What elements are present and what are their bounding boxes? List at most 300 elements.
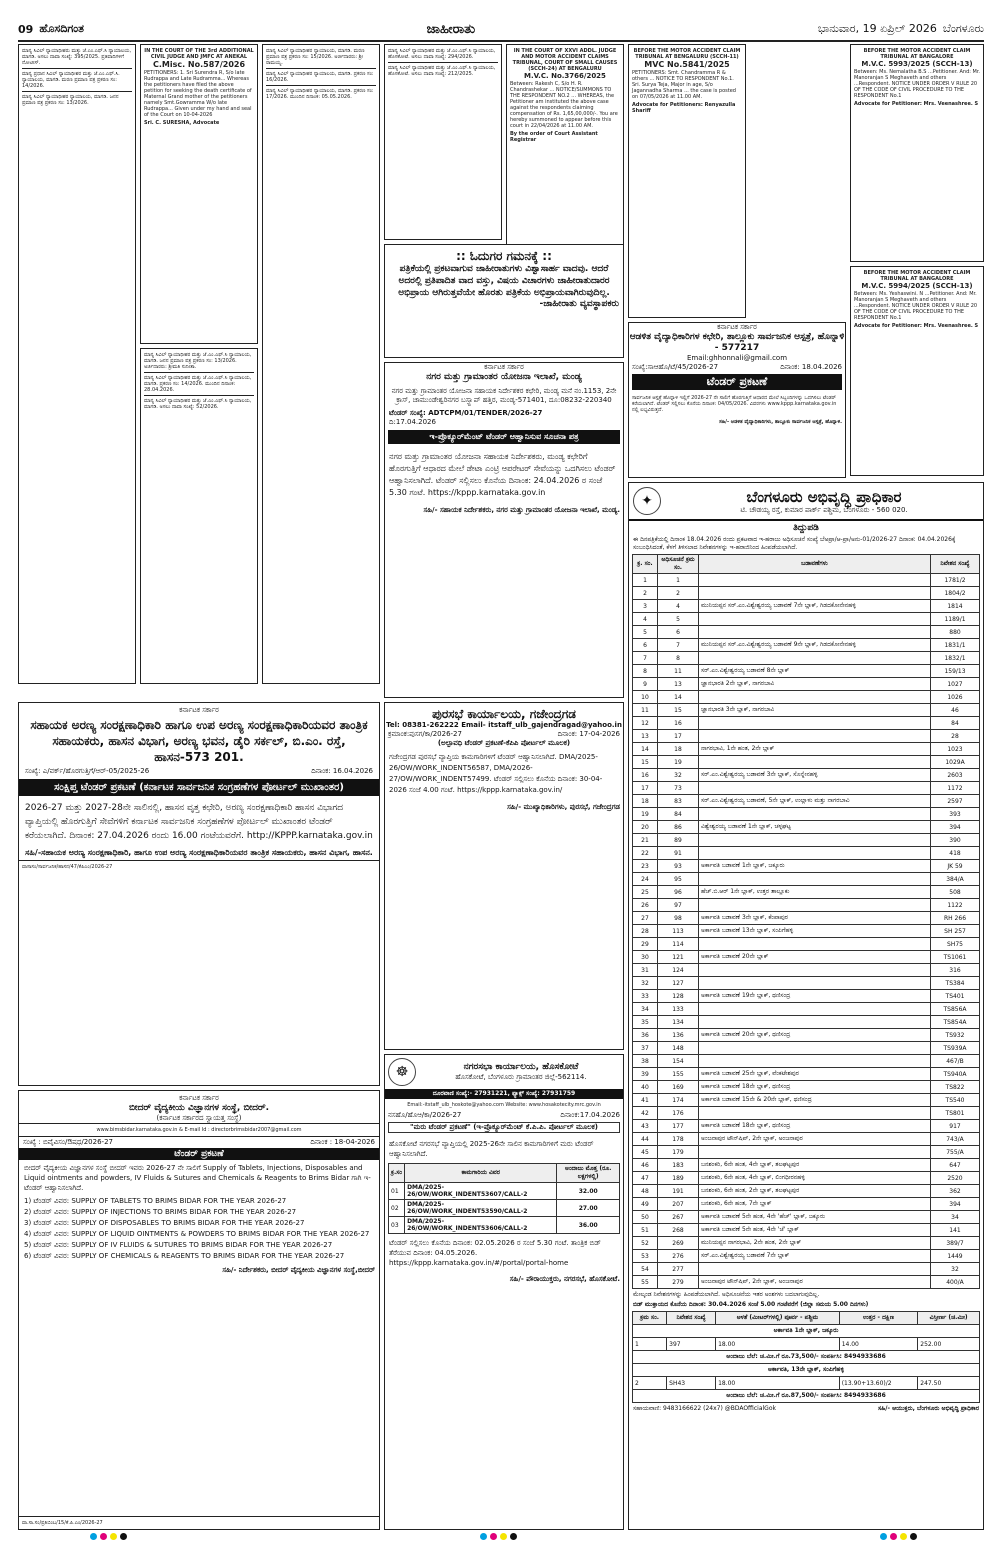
table-cell: 52 (633, 1237, 658, 1250)
table-cell: (13.90+13.60)/2 (839, 1377, 918, 1390)
table-cell: 2597 (931, 795, 980, 808)
table-row (633, 1351, 980, 1364)
masthead (18, 18, 984, 42)
table-cell: 03 (389, 1217, 405, 1234)
court-sign: Advocate for Petitioner: Mrs. Veenashree. S (854, 101, 979, 107)
table-cell: TS939A (931, 1042, 980, 1055)
tender-item: 3) ಟೆಂಡರ್ ವಿವರ: SUPPLY OF DISPOSABLES TO BRIMS BIDAR FOR THE YEAR 2026-27 (24, 1219, 305, 1227)
table-cell: 121 (658, 951, 699, 964)
court-notices-col1 (18, 44, 136, 684)
hoskote-works-table-wrap (385, 1163, 623, 1234)
table-cell (699, 808, 931, 821)
table-row (633, 1107, 980, 1120)
table-cell: ಅರ್ಕಾವತಿ ಬಡಾವಣೆ 5ನೇ ಹಂತ, 4ನೇ 'ಜೆ' ಬ್ಲಾಕ್ (699, 1224, 931, 1237)
table-row (633, 639, 980, 652)
table-cell: TS854A (931, 1016, 980, 1029)
tender-banner: ಟೆಂಡರ್ ಪ್ರಕಟಣೆ (632, 374, 842, 390)
table-cell: 95 (658, 873, 699, 886)
table-cell: TS856A (931, 1003, 980, 1016)
table-cell (699, 964, 931, 977)
table-cell: DMA/2025-26/OW/WORK_INDENT53606/CALL-2 (405, 1217, 557, 1234)
table-cell: 1029A (931, 756, 980, 769)
table-cell: 1027 (931, 678, 980, 691)
bda-logo-icon: ✦ (633, 487, 661, 515)
table-cell: 647 (931, 1159, 980, 1172)
table-cell: TS384 (931, 977, 980, 990)
tender-footer: ವಾಸಾಸಂ/ಸಾರ್ವಜನಿಕ/ಹಾಸನ/47/ಕೆಪಿಎಂ/2026-27 (19, 860, 379, 873)
table-cell: 279 (658, 1276, 699, 1289)
notice-text: ಮಾನ್ಯ ಸಿವಿಲ್ ನ್ಯಾಯಾಧೀಶರ ಮತ್ತು ಜೆ.ಎಂ.ಎಫ್.ಸಿ ನ್ಯಾಯಾಲಯ, ಮಾಗಡಿ. ಪ್ರಕರಣ ಸಂ: 14/2026. ಮುಂದಿನ ದಿನಾಂಕ: 28.04.2026. (144, 375, 252, 393)
table-row (633, 1094, 980, 1107)
table-cell: 169 (658, 1081, 699, 1094)
table-cell: 2 (633, 587, 658, 600)
table-cell: 51 (633, 1224, 658, 1237)
disclaimer-sign: -ಜಾಹೀರಾತು ವ್ಯವಸ್ಥಾಪಕರು (539, 299, 619, 309)
table-cell: 1172 (931, 782, 980, 795)
table-header: ಕಾಮಗಾರಿಯ ವಿವರ (405, 1164, 557, 1183)
table-cell: 467/B (931, 1055, 980, 1068)
tender-email: Email:ghhonnali@gmail.com (686, 354, 788, 362)
table-cell: 113 (658, 925, 699, 938)
court-head: BEFORE THE MOTOR ACCIDENT CLAIM TRIBUNAL AT BANGALORE (863, 270, 971, 282)
table-cell: 5 (658, 613, 699, 626)
table-cell: 176 (658, 1107, 699, 1120)
table-cell: SH43 (667, 1377, 716, 1390)
tender-body: ಗಜೇಂದ್ರಗಡ ಪುರಸಭೆ ವ್ಯಾಪ್ತಿಯ ಕಾಮಗಾರಿಗಳಿಗೆ ಟೆಂಡರ್ ಆಹ್ವಾನಿಸಲಾಗಿದೆ. DMA/2025-26/OW/WORK_INDENT56587, DMA/2026-27/OW/WORK_INDENT57499. ಟೆಂಡರ್ ಸಲ್ಲಿಸಲು ಕೊನೆಯ ದಿನಾಂಕ: 30-04-2026 ಸಂಜೆ 4.00 ಗಂಟೆ. https://kppp.karnataka.gov.in/ (389, 753, 603, 794)
table-row (633, 1185, 980, 1198)
table-cell: 01 (389, 1183, 405, 1200)
table-cell: ಸರ್.ಎಂ.ವಿಶ್ವೇಶ್ವರಯ್ಯ ಬಡಾವಣೆ, 5ನೇ ಬ್ಲಾಕ್, ಉಲ್ಲಾಳು ಮತ್ತು ನಾಗರಬಾವಿ (699, 795, 931, 808)
court-body: PETITIONERS: Smt. Chandramma R & others ... NOTICE TO RESPONDENT No.1. Sri. Surya Teja, Major in age, S/o Jagannadha Sharma ... the case is posted on 07/05/2026 at 11.00 AM. (632, 70, 736, 100)
table-cell: TS1061 (931, 951, 980, 964)
notice-text: ಮಾನ್ಯ ಸಿವಿಲ್ ನ್ಯಾಯಾಧೀಶರ ನ್ಯಾಯಾಲಯ, ಮಾಗಡಿ. ಮರಣ ಪ್ರಮಾಣ ಪತ್ರ ಪ್ರಕರಣ ಸಂ: 15/2026. ಅರ್ಜಿದಾರರು: ಶ್ರೀ ರಾಮಯ್ಯ. (266, 48, 365, 66)
table-row (633, 652, 980, 665)
bda-contact: ಸಹಾಯವಾಣಿ: 9483166622 (24x7) @BDAOfficialGok (633, 1405, 776, 1412)
table-cell: 26 (633, 899, 658, 912)
table-row (633, 1146, 980, 1159)
bda-mini-table-wrap (629, 1311, 983, 1403)
table-cell: 2520 (931, 1172, 980, 1185)
table-cell: 4 (633, 613, 658, 626)
cyan-dot (880, 1533, 887, 1540)
table-cell: SH75 (931, 938, 980, 951)
tender-sub: (ಕರ್ನಾಟಕ ಸರ್ಕಾರದ ಸ್ವಾಯತ್ತ ಸಂಸ್ಥೆ) (156, 1114, 242, 1122)
table-cell: 8 (633, 665, 658, 678)
table-row (633, 600, 980, 613)
case-number: M.V.C. 5993/2025 (SCCH-13) (861, 60, 973, 68)
table-row (633, 587, 980, 600)
table-cell: 1023 (931, 743, 980, 756)
page-number: 09 (18, 22, 34, 36)
tender-item: 5) ಟೆಂಡರ್ ವಿವರ: SUPPLY OF IV FLUIDS & SUTURES TO BRIMS BIDAR FOR THE YEAR 2026-27 (24, 1241, 333, 1249)
table-cell: ಅಂಜನಾಪುರ ಟೌನ್‌ಷಿಪ್, 2ನೇ ಬ್ಲಾಕ್, ಅಂಜನಾಪುರ (699, 1276, 931, 1289)
table-cell: 46 (633, 1159, 658, 1172)
table-cell (699, 782, 931, 795)
table-cell: 12 (633, 717, 658, 730)
court-sign: Sri. C. SURESHA, Advocate (144, 120, 220, 126)
table-cell: 37 (633, 1042, 658, 1055)
table-cell: ಅಂಜನಾಪುರ ಟೌನ್‌ಷಿಪ್, 2ನೇ ಬ್ಲಾಕ್, ಅಂಜನಾಪುರ (699, 1133, 931, 1146)
table-cell: 24 (633, 873, 658, 886)
tender-ref: ಸಂಖ್ಯೆ: ಎ/ವರ್ಕ್/ಹೊರಗುತ್ತಿಗೆ/ಆರ್-05/2025-26 (25, 767, 150, 775)
table-cell: ಅರ್ಕಾವತಿ ಬಡಾವಣೆ 13ನೇ ಬ್ಲಾಕ್, ಸಂಪಿಗೆಹಳ್ಳಿ (699, 925, 931, 938)
table-row (633, 990, 980, 1003)
table-cell: DMA/2025-26/OW/WORK_INDENT53607/CALL-2 (405, 1183, 557, 1200)
table-row (633, 795, 980, 808)
table-cell: 91 (658, 847, 699, 860)
table-cell: TS540 (931, 1094, 980, 1107)
table-row (633, 704, 980, 717)
bda-note2: ಬಿಡ್ ಮುಕ್ತಾಯದ ಕೊನೆಯ ದಿನಾಂಕ: 30.04.2026 ಸಂಜೆ 5.00 ಗಂಟೆವರೆಗೆ (ಜಿಲ್ಲಾ ಸಮಯ 5.00 ದಿನಗಳು) (633, 1301, 869, 1308)
table-cell: 3 (633, 600, 658, 613)
table-cell: ಅರ್ಕಾವತಿ ಬಡಾವಣೆ 20ನೇ ಬ್ಲಾಕ್, ಥಣಿಸಂದ್ರ (699, 1029, 931, 1042)
tender-ref: ನಸಹೊ/ಹೊಆ/ಕಾ/2026-27 (388, 1111, 462, 1119)
bda-intro: ಈ ದಿನಪತ್ರಿಕೆಯಲ್ಲಿ ದಿನಾಂಕ 18.04.2026 ರಂದು ಪ್ರಕಟವಾದ ಇ-ಹರಾಜು ಅಧಿಸೂಚನೆ ಸಂಖ್ಯೆ ಬೆಅಪ್ರಾ/ಆ-ಪ್ರಾ/ಅನು-01/2026-27 ದಿನಾಂಕ: 04.04.2026ಕ್ಕೆ ಸಂಬಂಧಿಸಿದಂತೆ, ಕೆಳಗೆ ತಿಳಿಸಲಾದ ನಿವೇಶನಗಳನ್ನು ಇ-ಹರಾಜಿನಿಂದ ಹಿಂಪಡೆಯಲಾಗಿದೆ. (633, 536, 956, 551)
black-dot (510, 1533, 517, 1540)
table-cell: ಅರ್ಕಾವತಿ ಬಡಾವಣೆ 19ನೇ ಬ್ಲಾಕ್, ಥಣಿಸಂದ್ರ (699, 990, 931, 1003)
tender-date: ದಿನಾಂಕ:17.04.2026 (560, 1111, 620, 1119)
table-row (633, 938, 980, 951)
table-row (633, 964, 980, 977)
tender-contact: www.bimsbidar.karnataka.gov.in & E-mail Id : directorbrimsbidar2007@gmail.com (19, 1123, 379, 1137)
court-head: BEFORE THE MOTOR ACCIDENT CLAIM TRIBUNAL AT BANGALORE (863, 48, 971, 60)
section-title: ಜಾಹೀರಾತು (426, 21, 476, 37)
table-cell: 22 (633, 847, 658, 860)
court-body: Between: Ms. Nemalatha B.S ...Petitioner. And: Mr. Manoranjan S Meghaveth and others ...Respondent. NOTICE UNDER ORDER V RULE 20 OF THE CODE OF CIVIL PROCEDURE TO THE RESPONDENT No.1 (854, 69, 981, 99)
paper-name: ಹೊಸದಿಗಂತ (39, 22, 84, 35)
table-cell: 191 (658, 1185, 699, 1198)
table-cell: 4 (658, 600, 699, 613)
tender-item: 4) ಟೆಂಡರ್ ವಿವರ: SUPPLY OF LIQUID OINTMENTS & POWDERS TO BRIMS BIDAR FOR THE YEAR 2026-27 (24, 1230, 370, 1238)
table-row (633, 1390, 980, 1403)
tender-title: ನಗರ ಮತ್ತು ಗ್ರಾಮಾಂತರ ಯೋಜನಾ ಇಲಾಖೆ, ಮಂಡ್ಯ (426, 372, 582, 382)
table-cell: 02 (389, 1200, 405, 1217)
table-cell (699, 938, 931, 951)
table-cell: 11 (633, 704, 658, 717)
table-cell: 2 (633, 1377, 667, 1390)
table-row (633, 1133, 980, 1146)
table-row (633, 1016, 980, 1029)
table-header: ಕ್ರ.ಸಂ (389, 1164, 405, 1183)
table-cell: 44 (633, 1133, 658, 1146)
table-cell: 11 (658, 665, 699, 678)
table-row (633, 1029, 980, 1042)
table-cell: 97 (658, 899, 699, 912)
table-cell: 155 (658, 1068, 699, 1081)
tender-ref: ಕ್ರಮಾಂಕ:ಪುಸಗ/ಕಾ/2026-27 (388, 730, 462, 738)
yellow-dot (500, 1533, 507, 1540)
table-cell: 7 (633, 652, 658, 665)
table-cell: 43 (633, 1120, 658, 1133)
table-cell: 16 (633, 769, 658, 782)
table-row (633, 925, 980, 938)
tender-items (19, 1196, 379, 1262)
table-row (633, 951, 980, 964)
tender-title: ಸಹಾಯಕ ಅರಣ್ಯ ಸಂರಕ್ಷಣಾಧಿಕಾರಿ ಹಾಗೂ ಉಪ ಅರಣ್ಯ ಸಂರಕ್ಷಣಾಧಿಕಾರಿಯವರ ತಾಂತ್ರಿಕ ಸಹಾಯಕರು, ಹಾಸನ ವಿಭಾಗ, ಅರಣ್ಯ ಭವನ, ಡೈರಿ ಸರ್ಕಲ್, ಬಿ.ಎಂ. ರಸ್ತೆ, ಹಾಸನ-573 201. (30, 718, 368, 764)
magenta-dot (890, 1533, 897, 1540)
table-cell: 124 (658, 964, 699, 977)
table-cell: 23 (633, 860, 658, 873)
table-cell (699, 574, 931, 587)
table-cell: 28 (931, 730, 980, 743)
table-cell: 394 (931, 821, 980, 834)
table-cell: 397 (667, 1338, 716, 1351)
table-cell: 27.00 (557, 1200, 620, 1217)
table-row (633, 1211, 980, 1224)
court-body: Between: Rakesh C, S/o H. R. Chandrashekar ... NOTICE/SUMMONS TO THE RESPONDENT NO.2 ... WHEREAS, the Petitioner am instituted the above case against the respondents claiming compensation of Rs. 1,65,00,000/-. You are hereby summoned to appear before this court in 22/04/2026 at 11.00 AM. (510, 81, 618, 129)
table-row (633, 821, 980, 834)
emblem-icon: ☸ (388, 1058, 416, 1086)
table-cell: 174 (658, 1094, 699, 1107)
table-cell: 34 (633, 1003, 658, 1016)
table-cell: 50 (633, 1211, 658, 1224)
table-cell: 17 (633, 782, 658, 795)
govt-label: ಕರ್ನಾಟಕ ಸರ್ಕಾರ (484, 363, 524, 371)
bda-footer (629, 1403, 983, 1415)
table-cell: 917 (931, 1120, 980, 1133)
table-header: ಬಡಾವಣೆಗಳು (699, 555, 931, 574)
bda-header (629, 483, 983, 521)
table-cell: 18.00 (716, 1377, 840, 1390)
table-cell: 1814 (931, 600, 980, 613)
table-row (633, 886, 980, 899)
table-row (633, 1325, 980, 1338)
hoskote-email: Email:-itstaff_ulb_hoskote@yahoo.com Website: www.hosakotecity.mrc.gov.in (407, 1102, 601, 1108)
table-cell: 54 (633, 1263, 658, 1276)
table-row (633, 1338, 980, 1351)
table-cell: 30 (633, 951, 658, 964)
table-cell: 42 (633, 1107, 658, 1120)
table-cell: ಅರ್ಕಾವತಿ ಬಡಾವಣೆ 25ನೇ ಬ್ಲಾಕ್, ವೆಂಕಟೇಶಪುರ (699, 1068, 931, 1081)
court-head: IN THE COURT OF THE 3rd ADDITIONAL CIVIL JUDGE AND JMFC AT ANEKAL (144, 48, 254, 60)
tender-title: ಪುರಸಭೆ ಕಾರ್ಯಾಲಯ, ಗಜೇಂದ್ರಗಡ (432, 707, 576, 721)
table-cell: 15 (633, 756, 658, 769)
table-row (633, 574, 980, 587)
table-cell: 247.50 (918, 1377, 980, 1390)
bda-subtitle: ತಿದ್ದುಪಡಿ (793, 523, 819, 533)
table-cell: 127 (658, 977, 699, 990)
table-cell: JK 59 (931, 860, 980, 873)
table-cell (699, 1042, 931, 1055)
table-cell: ಮುನಿಯಪ್ಪನ ಸರ್.ಎಂ.ವಿಶ್ವೇಶ್ವರಯ್ಯ ಬಡಾವಣೆ 9ನೇ ಬ್ಲಾಕ್, ಗಿಡದಕೋನೇನಹಳ್ಳಿ (699, 639, 931, 652)
table-cell (699, 626, 931, 639)
table-row (633, 834, 980, 847)
table-cell: 34 (931, 1211, 980, 1224)
table-row (633, 977, 980, 990)
tender-ref: ಸಂಖ್ಯೆ:ಸಾಆಹೊ/ಟೆ/45/2026-27 (632, 363, 719, 371)
bda-corrigendum (628, 482, 984, 1530)
table-row (633, 873, 980, 886)
registration-marks-center (480, 1533, 517, 1540)
table-cell: 154 (658, 1055, 699, 1068)
table-cell: 114 (658, 938, 699, 951)
brims-bidar-tender (18, 1090, 380, 1530)
table-cell: 13 (633, 730, 658, 743)
table-cell: 1781/2 (931, 574, 980, 587)
table-row (633, 1377, 980, 1390)
table-cell (699, 756, 931, 769)
table-cell: ಹೆಚ್.ಬಿ.ಆರ್ 1ನೇ ಬ್ಲಾಕ್, ಉತ್ತರ ತಾಲ್ಲೂಕು (699, 886, 931, 899)
black-dot (120, 1533, 127, 1540)
table-row (633, 769, 980, 782)
table-row (633, 1003, 980, 1016)
table-cell: 8 (658, 652, 699, 665)
table-cell: 1 (633, 1338, 667, 1351)
case-number: C.Misc. No.587/2026 (152, 60, 246, 69)
bda-sites-table (632, 554, 980, 1289)
tender-number: ಟೆಂಡರ್ ಸಂಖ್ಯೆ: ADTCPM/01/TENDER/2026-27 (389, 409, 543, 417)
table-cell: ಅಂದಾಜು ಬೆಲೆ: ಚ.ಮೀ.ಗೆ ರೂ.73,500/- ಸಂಪರ್ಕಿಸಿ: 8494933686 (633, 1351, 980, 1364)
table-cell: 40 (633, 1081, 658, 1094)
table-cell: 207 (658, 1198, 699, 1211)
cyan-dot (480, 1533, 487, 1540)
table-cell: 389/7 (931, 1237, 980, 1250)
table-cell: 19 (633, 808, 658, 821)
table-cell: 148 (658, 1042, 699, 1055)
tender-body: 2026-27 ಮತ್ತು 2027-28ನೇ ಸಾಲಿನಲ್ಲಿ, ಹಾಸನ ವೃತ್ತ ಕಛೇರಿ, ಅರಣ್ಯ ಸಂರಕ್ಷಣಾಧಿಕಾರಿ ಹಾಸನ ವಿಭಾಗದ ವ್ಯಾಪ್ತಿಯಲ್ಲಿ ಹೊರಗುತ್ತಿಗೆ ಸೇವೆಗಳಿಗೆ ಕರ್ನಾಟಕ ಸಾರ್ವಜನಿಕ ಸಂಗ್ರಹಣೆಗಳ ಪೋರ್ಟಲ್ ಮುಖಾಂತರ ಟೆಂಡರ್ ಕರೆಯಲಾಗಿದೆ. ದಿನಾಂಕ: 27.04.2026 ರಂದು 16.00 ಗಂಟೆಯವರೆಗೆ. http://KPPP.karnataka.gov.in (25, 803, 373, 841)
notice-text: ಮಾನ್ಯ ಸಿವಿಲ್ ನ್ಯಾಯಾಧೀಶರ ನ್ಯಾಯಾಲಯ, ಮಾಗಡಿ. ಪ್ರಕರಣ ಸಂ: 17/2026. ಮುಂದಿನ ದಿನಾಂಕ: 05.05.2026. (266, 88, 374, 100)
court-head: BEFORE THE MOTOR ACCIDENT CLAIM TRIBUNAL AT BENGALURU (SCCH-11) (633, 48, 741, 60)
notice-text: ಮಾನ್ಯ ಸಿವಿಲ್ ನ್ಯಾಯಾಧೀಶರು ಮತ್ತು ಜೆ.ಎಂ.ಎಫ್.ಸಿ ನ್ಯಾಯಾಲಯ, ಮಾಗಡಿ. ಅಸಲು ದಾವಾ ಸಂಖ್ಯೆ: 395/2025. ಪ್ರತಿವಾದಿಗಳಿಗೆ ನೋಟೀಸ್. (22, 48, 132, 66)
table-row (633, 730, 980, 743)
govt-label: ಕರ್ನಾಟಕ ಸರ್ಕಾರ (179, 1094, 219, 1102)
tender-footer: ವಾ.ಸಾ.ಸಂ/ಪ್ರತಿಬಿಂಬ/15/ಕೆ.ಪಿ.ಎಂ/2026-27 (19, 1516, 379, 1529)
case-number: M.V.C. 5994/2025 (SCCH-13) (861, 282, 973, 290)
tender-body: ಹೊಸಕೋಟೆ ನಗರಸಭೆ ವ್ಯಾಪ್ತಿಯಲ್ಲಿ 2025-26ನೇ ಸಾಲಿನ ಕಾಮಗಾರಿಗಳಿಗೆ ಮರು ಟೆಂಡರ್ ಆಹ್ವಾನಿಸಲಾಗಿದೆ. (389, 1140, 594, 1158)
table-cell: 390 (931, 834, 980, 847)
tender-date: ದಿನಾಂಕ: 18.04.2026 (780, 363, 842, 371)
table-cell: 1 (633, 574, 658, 587)
bda-title: ಬೆಂಗಳೂರು ಅಭಿವೃದ್ಧಿ ಪ್ರಾಧಿಕಾರ (746, 487, 902, 506)
table-cell: 31 (633, 964, 658, 977)
table-row (633, 847, 980, 860)
table-cell: ಬನಶಂಕರಿ, 6ನೇ ಹಂತ, 7ನೇ ಬ್ಲಾಕ್ (699, 1198, 931, 1211)
table-cell: 316 (931, 964, 980, 977)
table-cell: SH 257 (931, 925, 980, 938)
table-cell: 6 (633, 639, 658, 652)
table-cell: 267 (658, 1211, 699, 1224)
table-cell: 17 (658, 730, 699, 743)
table-cell: 32 (633, 977, 658, 990)
table-row (633, 626, 980, 639)
honnali-hospital-tender (628, 322, 846, 478)
tender-banner: ಟೆಂಡರ್ ಪ್ರಕಟಣೆ (19, 1148, 379, 1160)
magenta-dot (490, 1533, 497, 1540)
table-cell: 362 (931, 1185, 980, 1198)
disclaimer-title: :: ಓದುಗರ ಗಮನಕ್ಕೆ :: (456, 249, 552, 263)
table-cell: TS822 (931, 1081, 980, 1094)
table-header: ಅಂದಾಜು ಮೊತ್ತ (ರೂ. ಲಕ್ಷಗಳಲ್ಲಿ) (557, 1164, 620, 1183)
notice-text: ಮಾನ್ಯ ಸಿವಿಲ್ ನ್ಯಾಯಾಧೀಶರ ಮತ್ತು ಜೆ.ಎಂ.ಎಫ್.ಸಿ ನ್ಯಾಯಾಲಯ, ಮಾಗಡಿ. ಜನನ ಪ್ರಮಾಣ ಪತ್ರ ಪ್ರಕರಣ ಸಂ: 13/2026. ಅರ್ಜಿದಾರರು: ಶ್ರೀಮತಿ ಸುನೀತಾ. (144, 352, 252, 370)
table-row (389, 1217, 620, 1234)
table-row (633, 691, 980, 704)
court-body: Between: Ms. Yeshaswini. N ...Petitioner. And: Mr. Manoranjan S Meghaveth and others ...Respondent. NOTICE UNDER ORDER V RULE 20 OF THE CODE OF CIVIL PROCEDURE TO THE RESPONDENT No.1 (854, 291, 978, 321)
table-cell: ಅರ್ಕಾವತಿ ಬಡಾವಣೆ 5ನೇ ಹಂತ, 4ನೇ 'ಹೆಚ್' ಬ್ಲಾಕ್, ಜಕ್ಕೂರು (699, 1211, 931, 1224)
table-cell: 1122 (931, 899, 980, 912)
table-header-row (633, 1312, 980, 1325)
tender-item: 1) ಟೆಂಡರ್ ವಿವರ: SUPPLY OF TABLETS TO BRIMS BIDAR FOR THE YEAR 2026-27 (24, 1197, 287, 1205)
table-row (389, 1200, 620, 1217)
tender-sign: ಸಹಿ/- ಆಡಳಿತ ವೈದ್ಯಾಧಿಕಾರಿಗಳು, ತಾಲ್ಲೂಕು ಸಾರ್ವಜನಿಕ ಆಸ್ಪತ್ರೆ, ಹೊನ್ನಾಳಿ. (719, 419, 842, 425)
tender-address: ಹೊಸಕೋಟೆ, ಬೆಂಗಳೂರು ಗ್ರಾಮಾಂತರ ಜಿಲ್ಲೆ-562114. (455, 1073, 587, 1081)
table-cell: RH 266 (931, 912, 980, 925)
table-cell: 393 (931, 808, 980, 821)
masthead-left (18, 22, 84, 36)
govt-label: ಕರ್ನಾಟಕ ಸರ್ಕಾರ (717, 323, 757, 331)
table-cell (699, 717, 931, 730)
table-header: ಕ್ರಮ ಸಂ. (633, 1312, 667, 1325)
table-row (633, 782, 980, 795)
tender-date: ದಿನಾಂಕ : 18-04-2026 (310, 1138, 375, 1146)
court-notices-col2 (140, 348, 258, 684)
tender-note: ಟೆಂಡರ್ ಸಲ್ಲಿಸಲು ಕೊನೆಯ ದಿನಾಂಕ: 02.05.2026 ರ ಸಂಜೆ 5.30 ಗಂಟೆ. ತಾಂತ್ರಿಕ ಬಿಡ್ ತೆರೆಯುವ ದಿನಾಂಕ: 04.05.2026. https://kppp.karnataka.gov.in/#/portal/portal-home (389, 1239, 601, 1267)
table-cell: 16 (658, 717, 699, 730)
tender-sign: ಸಹಿ/- ಸಹಾಯಕ ನಿರ್ದೇಶಕರು, ನಗರ ಮತ್ತು ಗ್ರಾಮಾಂತರ ಯೋಜನಾ ಇಲಾಖೆ, ಮಂಡ್ಯ. (423, 506, 620, 514)
table-row (633, 912, 980, 925)
tender-item: 6) ಟೆಂಡರ್ ವಿವರ: SUPPLY OF CHEMICALS & REAGENTS TO BRIMS BIDAR FOR THE YEAR 2026-27 (24, 1252, 345, 1260)
table-cell: ಬನಶಂಕರಿ, 6ನೇ ಹಂತ, 4ನೇ ಬ್ಲಾಕ್, ಲಿಂಗಧೀರನಹಳ್ಳಿ (699, 1172, 931, 1185)
table-cell: 7 (658, 639, 699, 652)
tender-date: ದಿ:17.04.2026 (389, 418, 436, 426)
table-cell: 1804/2 (931, 587, 980, 600)
table-cell: 15 (658, 704, 699, 717)
table-cell: 183 (658, 1159, 699, 1172)
tender-date: ದಿನಾಂಕ: 16.04.2026 (311, 767, 373, 775)
table-row (633, 1172, 980, 1185)
table-cell: 6 (658, 626, 699, 639)
disclaimer-text: ಪತ್ರಿಕೆಯಲ್ಲಿ ಪ್ರಕಟವಾಗುವ ಜಾಹೀರಾತುಗಳು ವಿಶ್ವಾಸಾರ್ಹ ವಾದವು. ಆದರೆ ಅದರಲ್ಲಿ ಪ್ರತಿಪಾದಿತ ವಾದ ವಸ್ತು, ವಿಷಯ ವಿಚಾರಗಳು ಜಾಹೀರಾತುದಾರರ ಅಭಿಪ್ರಾಯ ಆಗಿರುತ್ತವೆಯೇ ಹೊರತು ಪತ್ರಿಕೆಯ ಅಭಿಪ್ರಾಯವಾಗಿರುವುದಿಲ್ಲ. (398, 264, 610, 298)
table-cell: 1 (658, 574, 699, 587)
table-cell: 35 (633, 1016, 658, 1029)
table-cell: 48 (633, 1185, 658, 1198)
table-cell: 45 (633, 1146, 658, 1159)
table-cell: ಅರ್ಕಾವತಿ 1ನೇ ಬ್ಲಾಕ್, ಜಕ್ಕೂರು (633, 1325, 980, 1338)
tender-body: ಸಾರ್ವಜನಿಕ ಆಸ್ಪತ್ರೆ ಹೊನ್ನಾಳಿ ಇಲ್ಲಿಗೆ 2026-27 ನೇ ಸಾಲಿಗೆ ಹೊರಗುತ್ತಿಗೆ ಆಧಾರದ ಮೇಲೆ ಸಿಬ್ಬಂದಿಗಳನ್ನು ಒದಗಿಸಲು ಟೆಂಡರ್ ಕರೆಯಲಾಗಿದೆ. ಟೆಂಡರ್ ಸಲ್ಲಿಸಲು ಕೊನೆಯ ದಿನಾಂಕ: 04/05/2026. ವಿವರಗಳು www.kppp.karnataka.gov.in ನಲ್ಲಿ ಲಭ್ಯವಿರುತ್ತದೆ. (632, 395, 837, 413)
court-notice-scch11 (628, 44, 746, 318)
table-row (633, 743, 980, 756)
table-cell: 25 (633, 886, 658, 899)
table-row (633, 1276, 980, 1289)
table-cell: 400/A (931, 1276, 980, 1289)
tender-ref-row (385, 1111, 623, 1120)
table-cell (699, 587, 931, 600)
table-row (633, 756, 980, 769)
tender-ref-row (629, 363, 845, 372)
table-cell: 18 (633, 795, 658, 808)
table-row (633, 613, 980, 626)
table-cell: 89 (658, 834, 699, 847)
masthead-right (818, 22, 984, 36)
hoskote-title-block (422, 1062, 620, 1082)
table-cell: 10 (633, 691, 658, 704)
table-cell: 743/A (931, 1133, 980, 1146)
notice-text: ಮಾನ್ಯ ಸಿವಿಲ್ ನ್ಯಾಯಾಧೀಶರ ಮತ್ತು ಜೆ.ಎಂ.ಎಫ್.ಸಿ ನ್ಯಾಯಾಲಯ, ಮಾಗಡಿ. ಅಸಲು ದಾವಾ ಸಂಖ್ಯೆ: 52/2026. (144, 398, 252, 410)
table-cell: TS401 (931, 990, 980, 1003)
table-cell: TS940A (931, 1068, 980, 1081)
table-cell (699, 1055, 931, 1068)
table-header: ನಿವೇಶನ ಸಂಖ್ಯೆ (931, 555, 980, 574)
table-row (633, 1364, 980, 1377)
table-cell (699, 1016, 931, 1029)
table-row (633, 1250, 980, 1263)
table-cell: 269 (658, 1237, 699, 1250)
tender-ref-row (385, 730, 623, 739)
table-cell (699, 691, 931, 704)
issue-city: ಬೆಂಗಳೂರು (942, 22, 984, 35)
table-cell: 178 (658, 1133, 699, 1146)
table-cell: 2603 (931, 769, 980, 782)
table-row (633, 1042, 980, 1055)
